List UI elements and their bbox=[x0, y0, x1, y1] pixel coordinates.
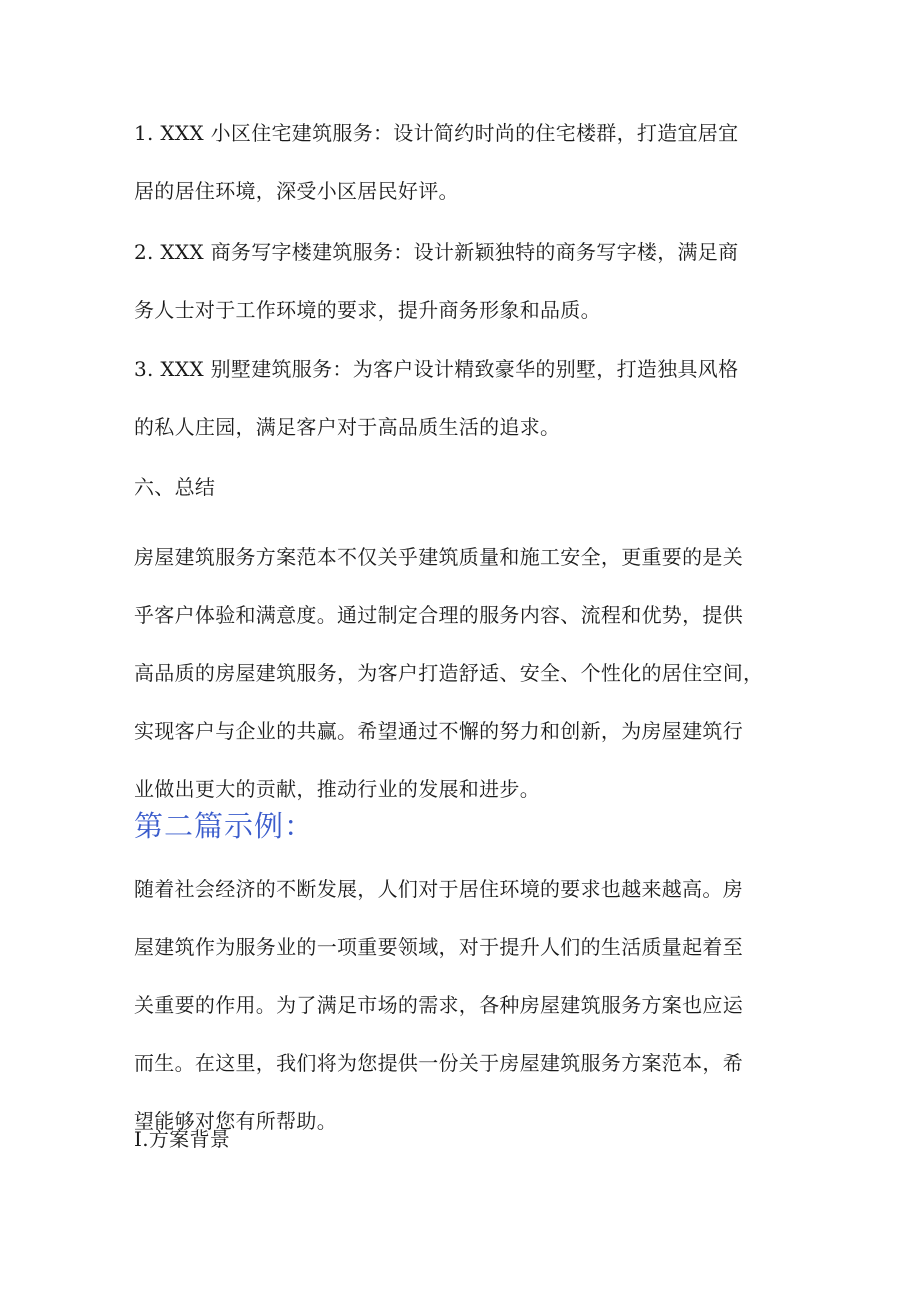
example-two-line-4: 而生。在这里，我们将为您提供一份关于房屋建筑服务方案范本，希 bbox=[134, 1051, 743, 1075]
section-six-line-1: 房屋建筑服务方案范本不仅关乎建筑质量和施工安全，更重要的是关 bbox=[134, 545, 743, 569]
section-six-line-2: 乎客户体验和满意度。通过制定合理的服务内容、流程和优势，提供 bbox=[134, 603, 743, 627]
list-item-3-line-1: 3. XXX 别墅建筑服务：为客户设计精致豪华的别墅，打造独具风格 bbox=[134, 357, 739, 381]
list-item-1-line-2: 居的居住环境，深受小区居民好评。 bbox=[134, 179, 459, 203]
list-item-1-line-1: 1. XXX 小区住宅建筑服务：设计简约时尚的住宅楼群，打造宜居宜 bbox=[134, 121, 739, 145]
example-two-line-5: 望能够对您有所帮助。 bbox=[134, 1109, 337, 1133]
example-two-line-3: 关重要的作用。为了满足市场的需求，各种房屋建筑服务方案也应运 bbox=[134, 993, 743, 1017]
list-item-1 bbox=[134, 104, 794, 220]
list-item-3-line-2: 的私人庄园，满足客户对于高品质生活的追求。 bbox=[134, 415, 561, 439]
section-six-line-4: 实现客户与企业的共赢。希望通过不懈的努力和创新，为房屋建筑行 bbox=[134, 719, 743, 743]
section-six-line-3: 高品质的房屋建筑服务，为客户打造舒适、安全、个性化的居住空间， bbox=[134, 661, 764, 685]
example-two-heading: 第二篇示例： bbox=[134, 809, 315, 843]
example-two-paragraph bbox=[134, 860, 794, 1150]
list-item-2-line-1: 2. XXX 商务写字楼建筑服务：设计新颖独特的商务写字楼，满足商 bbox=[134, 240, 739, 264]
section-six-title: 六、总结 bbox=[134, 475, 216, 499]
list-item-2-line-2: 务人士对于工作环境的要求，提升商务形象和品质。 bbox=[134, 298, 601, 322]
example-two-line-1: 随着社会经济的不断发展，人们对于居住环境的要求也越来越高。房 bbox=[134, 877, 743, 901]
section-six-paragraph bbox=[134, 528, 794, 818]
example-two-line-2: 屋建筑作为服务业的一项重要领域，对于提升人们的生活质量起着至 bbox=[134, 935, 743, 959]
section-six-title-block bbox=[134, 458, 794, 516]
example-two-subheading: I.方案背景 bbox=[134, 1127, 231, 1151]
list-item-3 bbox=[134, 340, 794, 456]
list-item-2 bbox=[134, 223, 794, 339]
section-six-line-5: 业做出更大的贡献，推动行业的发展和进步。 bbox=[134, 777, 540, 801]
example-two-subheading-block bbox=[134, 1110, 794, 1168]
